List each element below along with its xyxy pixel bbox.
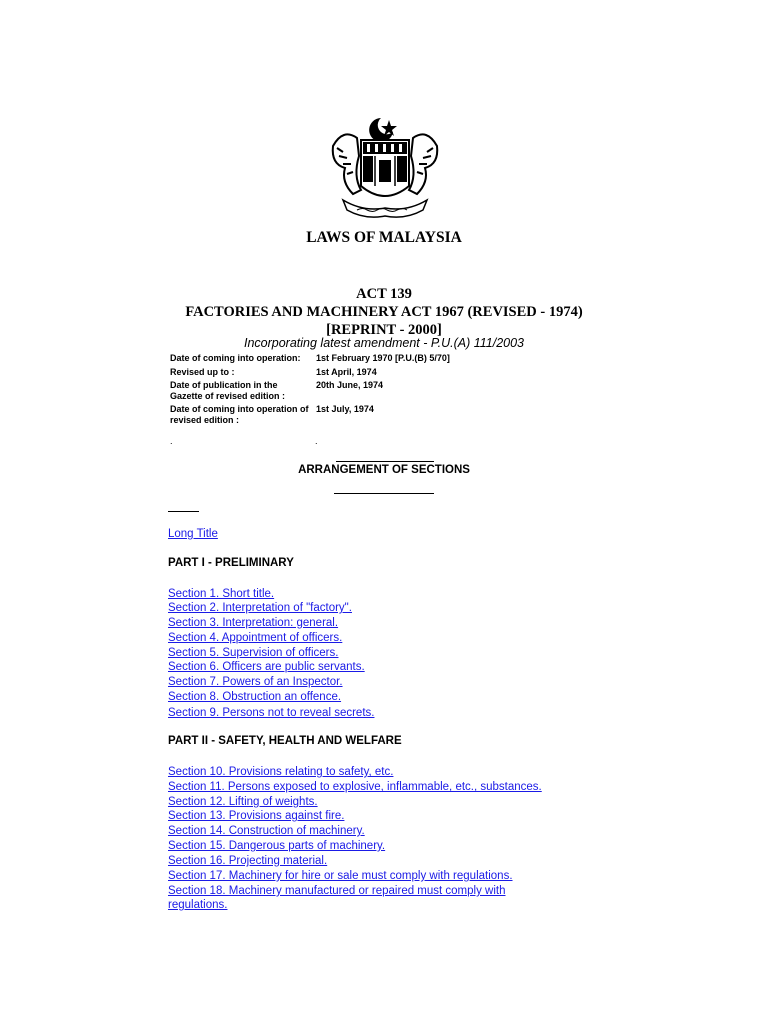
section-link[interactable]: Section 15. Dangerous parts of machinery. — [168, 840, 386, 852]
meta-label: Revised up to : — [170, 367, 235, 377]
meta-value: 1st April, 1974 — [316, 367, 377, 377]
section-link[interactable]: Section 4. Appointment of officers. — [168, 632, 343, 644]
separator-dot: . — [170, 436, 173, 446]
section-link[interactable]: Section 3. Interpretation: general. — [168, 617, 339, 629]
section-link[interactable]: Section 12. Lifting of weights. — [168, 796, 318, 808]
separator-dot: . — [315, 436, 318, 446]
act-number: ACT 139 — [356, 286, 412, 302]
section-link[interactable]: Section 1. Short title. — [168, 588, 275, 600]
amendment-note: Incorporating latest amendment - P.U.(A) 111/2003 — [243, 336, 525, 350]
section-link[interactable]: regulations. — [168, 899, 228, 911]
divider-line — [334, 493, 434, 494]
section-link[interactable]: Section 13. Provisions against fire. — [168, 810, 345, 822]
section-link[interactable]: Section 7. Powers of an Inspector. — [168, 676, 343, 688]
meta-value: 1st July, 1974 — [316, 404, 374, 414]
act-name: FACTORIES AND MACHINERY ACT 1967 (REVISED - 1974) — [185, 304, 583, 320]
meta-value: 1st February 1970 [P.U.(B) 5/70] — [316, 353, 450, 363]
section-link[interactable]: Section 18. Machinery manufactured or repaired must comply with — [168, 885, 506, 897]
reprint-label: [REPRINT - 2000] — [326, 322, 442, 338]
part-heading: PART II - SAFETY, HEALTH AND WELFARE — [168, 735, 402, 747]
short-divider-line — [168, 511, 199, 512]
section-link[interactable]: Section 9. Persons not to reveal secrets. — [168, 707, 375, 719]
meta-value: 20th June, 1974 — [316, 380, 384, 390]
arrangement-heading: ARRANGEMENT OF SECTIONS — [298, 464, 470, 476]
section-link[interactable]: Section 5. Supervision of officers. — [168, 647, 339, 659]
section-link[interactable]: Section 8. Obstruction an offence. — [168, 691, 342, 703]
section-link[interactable]: Section 6. Officers are public servants. — [168, 661, 365, 673]
section-link[interactable]: Section 14. Construction of machinery. — [168, 825, 365, 837]
divider-line — [336, 461, 434, 462]
meta-label: Date of publication in the Gazette of revised edition : — [170, 380, 286, 401]
meta-label: Date of coming into operation: — [170, 353, 301, 363]
section-link[interactable]: Section 11. Persons exposed to explosive, inflammable, etc., substances. — [168, 781, 542, 793]
malaysia-coat-of-arms-icon — [323, 116, 447, 222]
section-link[interactable]: Section 17. Machinery for hire or sale must comply with regulations. — [168, 870, 513, 882]
part-heading: PART I - PRELIMINARY — [168, 557, 294, 569]
section-link[interactable]: Section 2. Interpretation of "factory". — [168, 602, 352, 614]
section-link[interactable]: Section 16. Projecting material. — [168, 855, 328, 867]
section-link[interactable]: Section 10. Provisions relating to safety, etc. — [168, 766, 394, 778]
meta-label: Date of coming into operation of revised edition : — [170, 404, 309, 425]
long-title-link[interactable]: Long Title — [168, 528, 218, 540]
document-title: LAWS OF MALAYSIA — [306, 229, 462, 246]
